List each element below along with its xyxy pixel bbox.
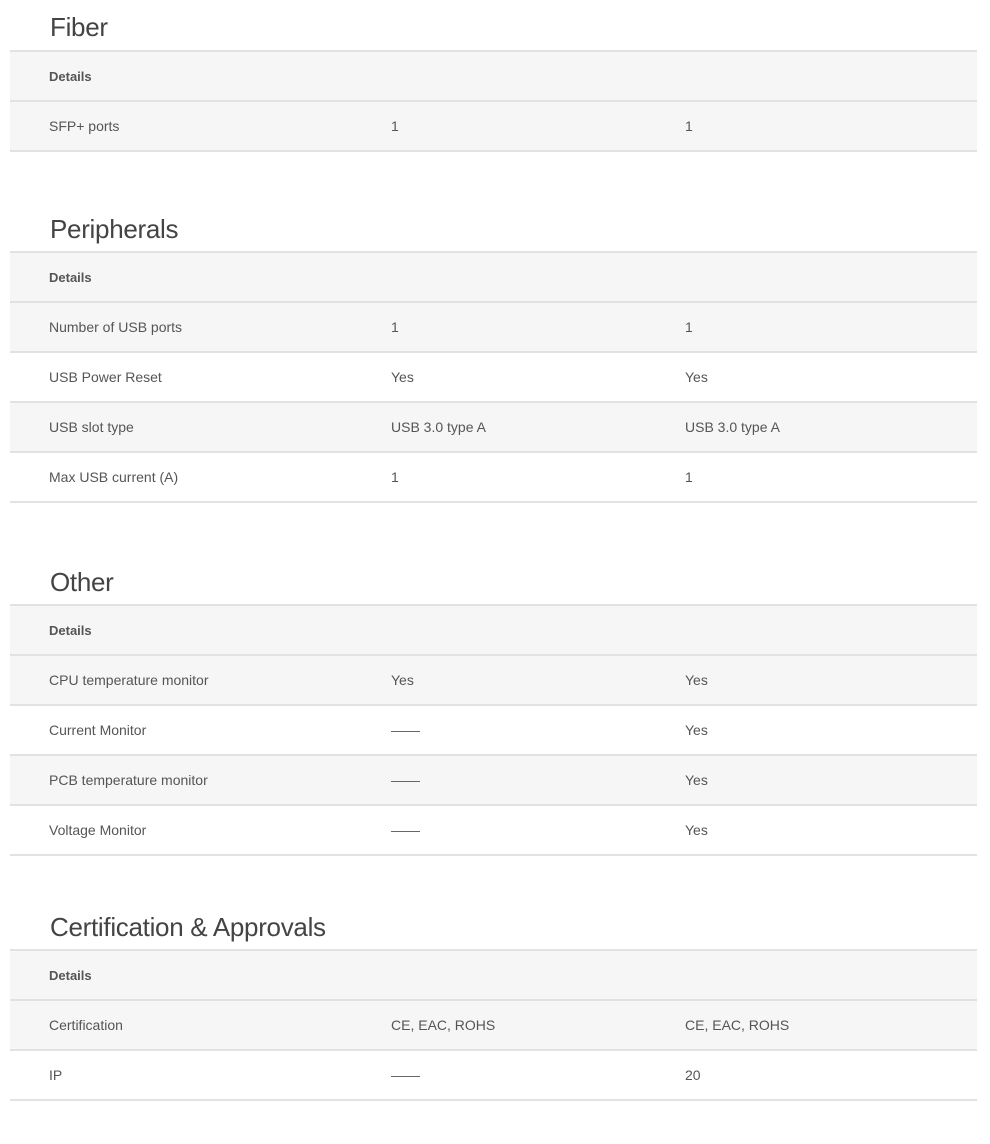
row-label: Max USB current (A) [49,469,179,485]
row-value-1: Yes [391,672,414,688]
table-row [10,806,977,856]
row-value-1 [391,772,420,788]
row-label: Number of USB ports [49,319,183,335]
not-available-dash [391,1076,420,1077]
not-available-dash [391,781,420,782]
row-value-2: USB 3.0 type A [685,419,780,435]
row-label: USB slot type [49,419,134,435]
row-value-2: CE, EAC, ROHS [685,1017,790,1033]
row-value-1: Yes [391,369,414,385]
row-value-2: Yes [685,772,708,788]
spec-table [10,251,977,503]
row-label: IP [49,1067,63,1083]
row-value-1 [391,722,420,738]
table-header-row [10,52,977,102]
table-row [10,353,977,403]
row-value-2: 20 [685,1067,701,1083]
row-value-2: 1 [685,118,693,134]
row-value-2: 1 [685,469,693,485]
row-label: USB Power Reset [49,369,162,385]
row-value-2: Yes [685,722,708,738]
row-value-2: Yes [685,369,708,385]
header-label: Details [49,68,92,84]
table-header-row [10,951,977,1001]
row-label: CPU temperature monitor [49,672,209,688]
spec-table [10,949,977,1101]
table-row [10,453,977,503]
table-row [10,102,977,152]
table-row [10,303,977,353]
section-title: Peripherals [50,214,179,244]
not-available-dash [391,731,420,732]
not-available-dash [391,831,420,832]
table-row [10,656,977,706]
row-value-1: 1 [391,469,399,485]
row-label: Current Monitor [49,722,147,738]
table-row [10,756,977,806]
row-value-1: 1 [391,118,399,134]
row-label: Voltage Monitor [49,822,147,838]
header-label: Details [49,622,92,638]
row-label: PCB temperature monitor [49,772,208,788]
row-value-1 [391,1067,420,1083]
section-title: Fiber [50,12,108,42]
header-label: Details [49,269,92,285]
table-row [10,706,977,756]
row-value-2: Yes [685,822,708,838]
row-label: SFP+ ports [49,118,120,134]
header-label: Details [49,967,92,983]
spec-table [10,604,977,856]
table-row [10,403,977,453]
table-header-row [10,253,977,303]
spec-table [10,50,977,152]
section-title: Certification & Approvals [50,912,326,942]
row-label: Certification [49,1017,123,1033]
row-value-2: Yes [685,672,708,688]
table-row [10,1001,977,1051]
table-header-row [10,606,977,656]
row-value-1: 1 [391,319,399,335]
section-title: Other [50,567,114,597]
row-value-2: 1 [685,319,693,335]
row-value-1: CE, EAC, ROHS [391,1017,496,1033]
table-row [10,1051,977,1101]
row-value-1 [391,822,420,838]
row-value-1: USB 3.0 type A [391,419,486,435]
